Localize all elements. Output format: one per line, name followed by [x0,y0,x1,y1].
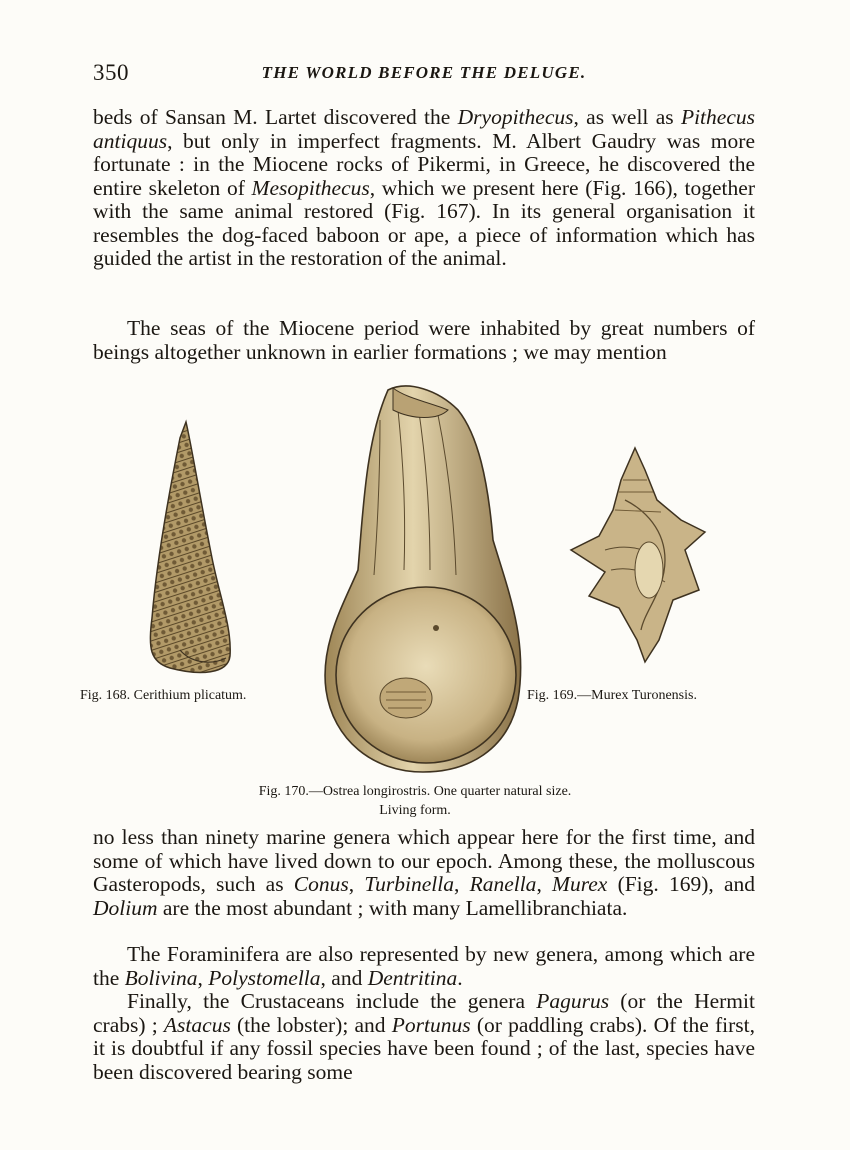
paragraph-4: The Foraminifera are also represented by new genera, among which are the Bolivina, Polystomella, and Dentritina. [93,942,755,990]
paragraph-2: The seas of the Miocene period were inhabited by great numbers of beings altogether unknown in earlier formations ; we may mention [93,316,755,364]
paragraph-5: Finally, the Crustaceans include the genera Pagurus (or the Hermit crabs) ; Astacus (the lobster); and Portunus (or paddling crabs). Of the first, it is doubtful if any fossil species have been found ; of the last, species have been discovered bearing some [93,989,756,1084]
page-number: 350 [93,60,129,85]
paragraph-3: no less than ninety marine genera which appear here for the first time, and some of which have lived down to our epoch. Among these, the molluscous Gasteropods, such as Conus, Turbinella, Ranella, Murex (Fig. 169), and Dolium are the most abundant ; with many Lamellibranchiata. [93,825,756,920]
fig-168-caption: Fig. 168. Cerithium plicatum. [80,688,247,703]
fig-170-caption [200,782,630,820]
fig-169-caption: Fig. 169.—Murex Turonensis. [527,688,697,703]
murex-shell-illustration [565,440,715,668]
running-title: THE WORLD BEFORE THE DELUGE. [261,63,587,82]
fig-170-caption-line-1: Fig. 170.—Ostrea longirostris. One quarter natural size. [258,784,572,799]
page-header [93,60,755,90]
fig-170-caption-line-2: Living form. [379,803,451,818]
cerithium-shell-illustration [140,418,250,680]
ostrea-shell-illustration [318,380,528,775]
paragraph-1: beds of Sansan M. Lartet discovered the Dryopithecus, as well as Pithecus antiquus, but only in imperfect fragments. M. Albert Gaudry was more fortunate : in the Miocene rocks of Pikermi, in Greece, he discovered the entire skeleton of Mesopithecus, which we present here (Fig. 166), together with the same animal restored (Fig. 167). In its general organisation it resembles the dog-faced baboon or ape, a piece of information which has guided the artist in the restoration of the animal. [93,105,755,270]
